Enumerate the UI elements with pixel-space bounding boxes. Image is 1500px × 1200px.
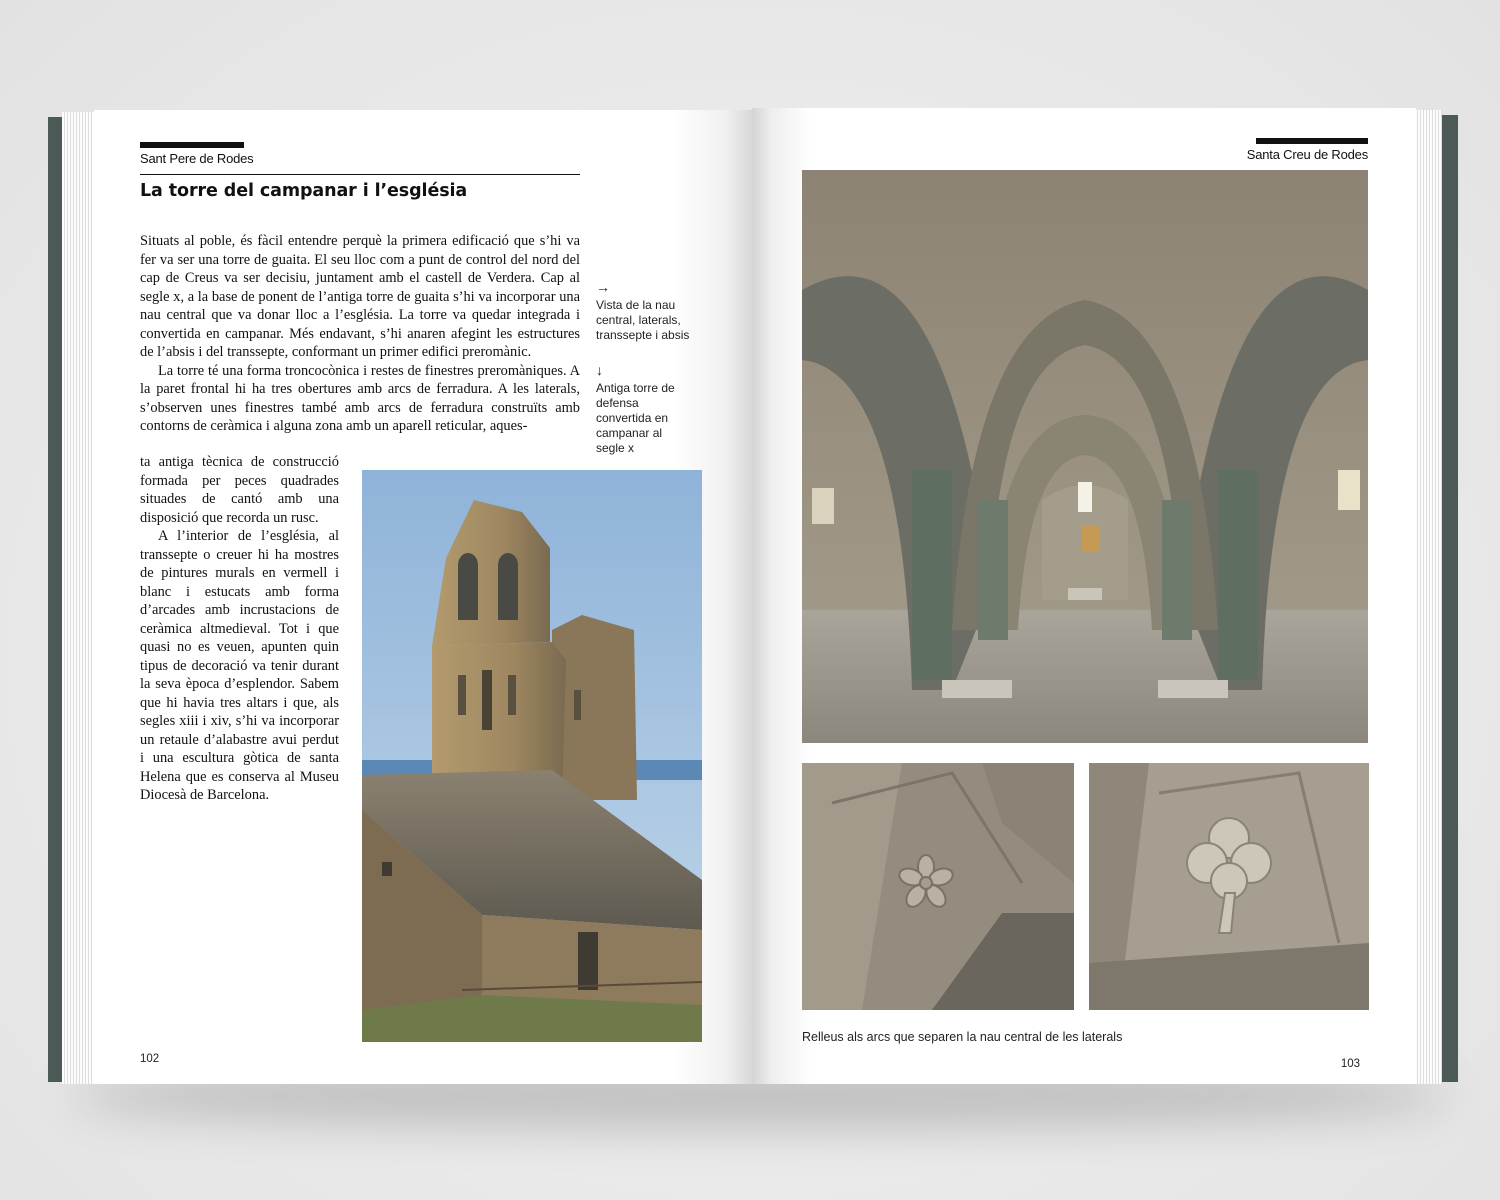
side-note-text: Antiga torre de defensa convertida en campanar al segle x [596, 381, 675, 455]
page-title: La torre del campanar i l’església [140, 181, 468, 201]
page-number: 102 [140, 1053, 160, 1065]
running-head: Sant Pere de Rodes [140, 151, 254, 166]
header-rule [140, 174, 580, 175]
flower-relief-photo [802, 763, 1074, 1010]
page-edges-left [62, 112, 96, 1084]
body-text-narrow [140, 453, 339, 805]
paragraph: La torre té una forma troncocònica i restes de finestres preromàniques. A la paret frontal hi ha tres obertures amb arcs de ferradura. A les laterals, s’observen unes finestres també amb arcs de ferradura construïts amb contorns de ceràmica i alguna zona amb un aparell reticular, aques- [140, 362, 580, 434]
arrow-right-icon: → [596, 279, 610, 295]
running-head-bar [1256, 138, 1368, 144]
paragraph: ta antiga tècnica de construcció formada per peces quadrades situades de cantó amb una disposició que recorda un rusc. [140, 454, 339, 526]
arrow-down-icon: ↓ [596, 362, 603, 378]
side-note-text: Vista de la nau central, laterals, transsepte i absis [596, 298, 690, 342]
running-head: Santa Creu de Rodes [1246, 147, 1368, 162]
page-edges-right [1412, 110, 1442, 1084]
bell-tower-photo [362, 470, 702, 1042]
body-text-wide [140, 232, 580, 436]
paragraph: A l’interior de l’església, al transsepte o creuer hi ha mostres de pintures murals en vermell i blanc i estucats amb forma d’arcades amb incrustacions de ceràmica altmedieval. Tot i que quasi no es veuen, apunten quin tipus de decoració va tenir durant la seva època d’esplendor. Sabem que hi havia tres altars i que, als segles xiii i xiv, s’hi va incorporar un retaule d’alabastre avui perdut i una escultura gòtica de santa Helena que es conserva al Museu Diocesà de Barcelona. [140, 528, 339, 803]
side-note [596, 363, 686, 456]
side-note [596, 280, 708, 343]
paragraph: Situats al poble, és fàcil entendre perquè la primera edificació que s’hi va fer va ser una torre de guaita. El seu lloc com a punt de control del nord del cap de Creus va ser decisiu, juntament amb el castell de Verdera. Cap al segle x, a la base de ponent de l’antiga torre de guaita s’hi va incorporar una nau central que va donar lloc a l’església. La torre va quedar integrada i convertida en campanar. Més endavant, s’hi anaren afegint les estructures de l’absis i del transsepte, conformant un primer edifici preromànic. [140, 233, 580, 360]
nave-interior-photo [802, 170, 1368, 743]
running-head-bar [140, 142, 244, 148]
clover-relief-photo [1089, 763, 1369, 1010]
photo-caption: Relleus als arcs que separen la nau central de les laterals [802, 1030, 1123, 1044]
page-number: 103 [1340, 1058, 1360, 1070]
